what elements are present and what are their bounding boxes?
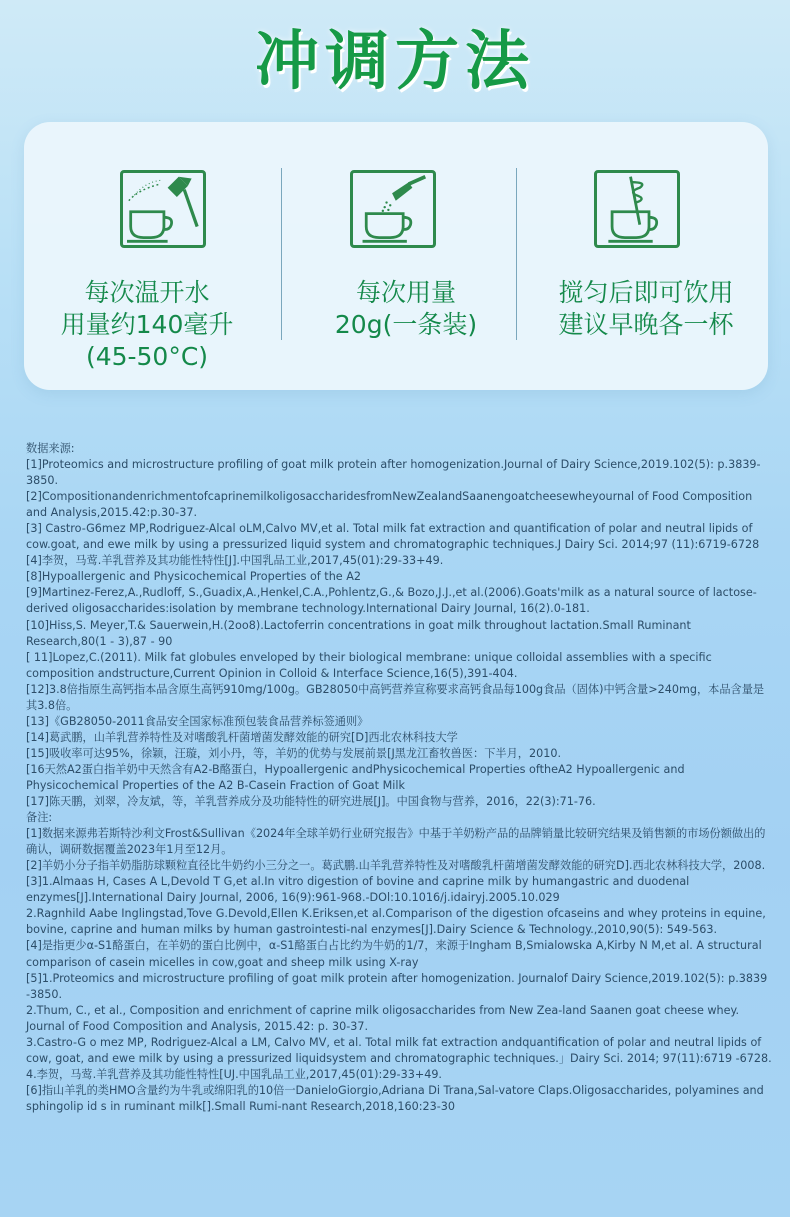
step-1 <box>24 122 270 390</box>
step-3-line-1: 搅匀后即可饮用 <box>558 278 734 307</box>
reference-item: [8]Hypoallergenic and Physicochemical Properties of the A2 <box>26 570 361 584</box>
stir-cup-icon <box>594 170 680 248</box>
reference-item: 4.李贺，马莺.羊乳营养及其功能性特性[UJ.中国乳品工业,2017,45(01):29-33+49. <box>26 1067 442 1081</box>
divider <box>281 168 282 340</box>
reference-item: [5]1.Proteomics and microstructure profiling of goat milk protein after homogenization. Journalof Dairy Science,2019.102(5): p.3839 -3850. <box>26 971 768 1001</box>
step-1-text <box>24 277 270 373</box>
step-3-line-2: 建议早晚各一杯 <box>558 310 734 339</box>
instructions-card <box>24 122 768 390</box>
references-list <box>26 441 772 1115</box>
reference-item: [16天然A2蛋白指羊奶中天然含有A2-B酪蛋白，Hypoallergenic andPhysicochemical Properties oftheA2 Hypoallergenic and Physicochemical Properties of the A2 B-Casein Fraction of Goat Milk <box>26 762 685 792</box>
step-1-line-1: 每次温开水 <box>84 278 210 307</box>
divider <box>516 168 517 340</box>
reference-item: 2.Ragnhild Aabe Inglingstad,Tove G.Devold,Ellen K.Eriksen,et al.Comparison of the digestion ofcaseins and whey proteins in equine, bovine, caprine and human milks by human gastrointesti-nal enzymes[J].Dairy Science & Technology.,2010,90(5): 549-563. <box>26 907 766 937</box>
page-title: 冲调方法 <box>255 25 535 99</box>
reference-item: 备注: <box>26 811 53 825</box>
reference-item: [13]《GB28050-2011食品安全国家标准预包装食品营养标签通则》 <box>26 714 369 728</box>
step-2-line-1: 每次用量 <box>355 278 456 307</box>
reference-item: 2.Thum, C., et al., Composition and enrichment of caprine milk oligosaccharides from New Zea-land Saanen goat cheese whey. Journal of Food Composition and Analysis, 2015.42: p. 30-37. <box>26 1003 740 1033</box>
step-3 <box>524 122 768 390</box>
reference-item: 3.Castro-G o mez MP, Rodriguez-Alcal a LM, Calvo MV, et al. Total milk fat extraction andquantification of polar and neutral lipids of cow, goat, and ewe milk by using a pressurized liquidsystem and chromatographic techniques.」Dairy Sci. 2014; 97(11):6719 -6728. <box>26 1035 772 1065</box>
reference-item: [1]Proteomics and microstructure profiling of goat milk protein after homogenization.Journal of Dairy Science,2019.102(5): p.3839-3850. <box>26 458 761 488</box>
step-2-line-2: 20g(一条装) <box>334 310 478 339</box>
reference-item: [4]是指更少α-S1酪蛋白，在羊奶的蛋白比例中，α-S1酪蛋白占比约为牛奶的1/7，来源于Ingham B,Smialowska A,Kirby N M,et al. A structural comparison of casein micelles in cow,goat and sheep milk using X-ray <box>26 939 762 969</box>
reference-item: [2]羊奶小分子指羊奶脂肪球颗粒直径比牛奶约小三分之一。葛武鹏.山羊乳营养特性及对嗜酸乳杆菌增菌发酵效能的研究D].西北农林科技大学，2008. <box>26 859 766 873</box>
reference-item: [3]1.Almaas H, Cases A L,Devold T G,et al.In vitro digestion of bovine and caprine milk by humangastric and duodenal enzymes[J].International Dairy Journal, 2006, 16(9):961-968.-DOl:10.1016/j.idairyj.2005.10.029 <box>26 875 690 905</box>
reference-item: [12]3.8倍指原生高钙指本品含原生高钙910mg/100g。GB28050中高钙营养宣称要求高钙食品每100g食品（固体)中钙含量>240mg，本品含量是其3.8倍。 <box>26 682 765 712</box>
step-2-text <box>286 277 526 341</box>
step-1-line-3: (45-50°C) <box>85 342 209 371</box>
reference-item: [15]吸收率可达95%，徐颖，汪璇，刘小丹，等，羊奶的优势与发展前景[J黑龙江畜牧兽医：下半月，2010. <box>26 746 562 760</box>
reference-item: [ 11]Lopez,C.(2011). Milk fat globules enveloped by their biological membrane: unique colloidal assemblies with a specific composition andstructure,Current Opinion in Colloid & Interface Science,16(5),391-404. <box>26 650 712 680</box>
reference-item: [3] Castro-G6mez MP,Rodriguez-Alcal oLM,Calvo MV,et al. Total milk fat extraction and quantification of polar and neutral lipids of cow.goat, and ewe milk by using a pressurized liquid system and chromatographic techniques.J Dairy Sci. 2014;97 (11):6719-6728 <box>26 522 760 552</box>
reference-item: 数据来源: <box>26 442 75 455</box>
reference-item: [10]Hiss,S. Meyer,T.& Sauerwein,H.(2oo8).Lactoferrin concentrations in goat milk throughout lactation.Small Ruminant Research,80(1 - 3),87 - 90 <box>26 618 691 648</box>
scoop-powder-cup-icon <box>350 170 436 248</box>
step-1-line-2: 用量约140毫升 <box>60 310 234 339</box>
reference-item: [17]陈天鹏，刘翠，冷友斌，等，羊乳营养成分及功能特性的研究进展[J]。中国食物与营养，2016，22(3):71-76. <box>26 795 596 809</box>
reference-item: [14]葛武鹏，山羊乳营养特性及对嗜酸乳杆菌增菌发酵效能的研究[D]西北农林科技大学 <box>26 730 458 744</box>
reference-item: [6]指山羊乳的类HMO含量约为牛乳或绵阳乳的10倍一DanieloGiorgio,Adriana Di Trana,Sal-vatore Claps.Oligosaccharides, polyamines and sphingolip id s in ruminant milk[].Small Rumi-nant Research,2018,160:23-30 <box>26 1083 764 1113</box>
reference-item: [9]Martinez-Ferez,A.,Rudloff, S.,Guadix,A.,Henkel,C.A.,Pohlentz,G.,& Bozo,J.J.,et al.(2006).Goats'milk as a natural source of lactose-derived oligosaccharides:isolation by membrane technology.International Dairy Journal, 16(2).0-181. <box>26 586 757 616</box>
reference-item: [4]李贺，马莺.羊乳营养及其功能性特性[J].中国乳品工业,2017,45(01):29-33+49. <box>26 554 444 568</box>
pour-water-cup-icon <box>120 170 206 248</box>
step-2 <box>286 122 526 390</box>
reference-item: [2]CompositionandenrichmentofcaprinemilkoligosaccharidesfromNewZealandSaanengoatcheesewheyournal of Food Composition and Analysis,2015.42:p.30-37. <box>26 490 753 520</box>
step-3-text <box>524 277 768 341</box>
reference-item: [1]数据来源弗若斯特沙利文Frost&Sullivan《2024年全球羊奶行业研究报告》中基于羊奶粉产品的品牌销量比较研究结果及销售额的市场份额做出的确认，调研数据覆盖2023年1月至12月。 <box>26 827 766 857</box>
